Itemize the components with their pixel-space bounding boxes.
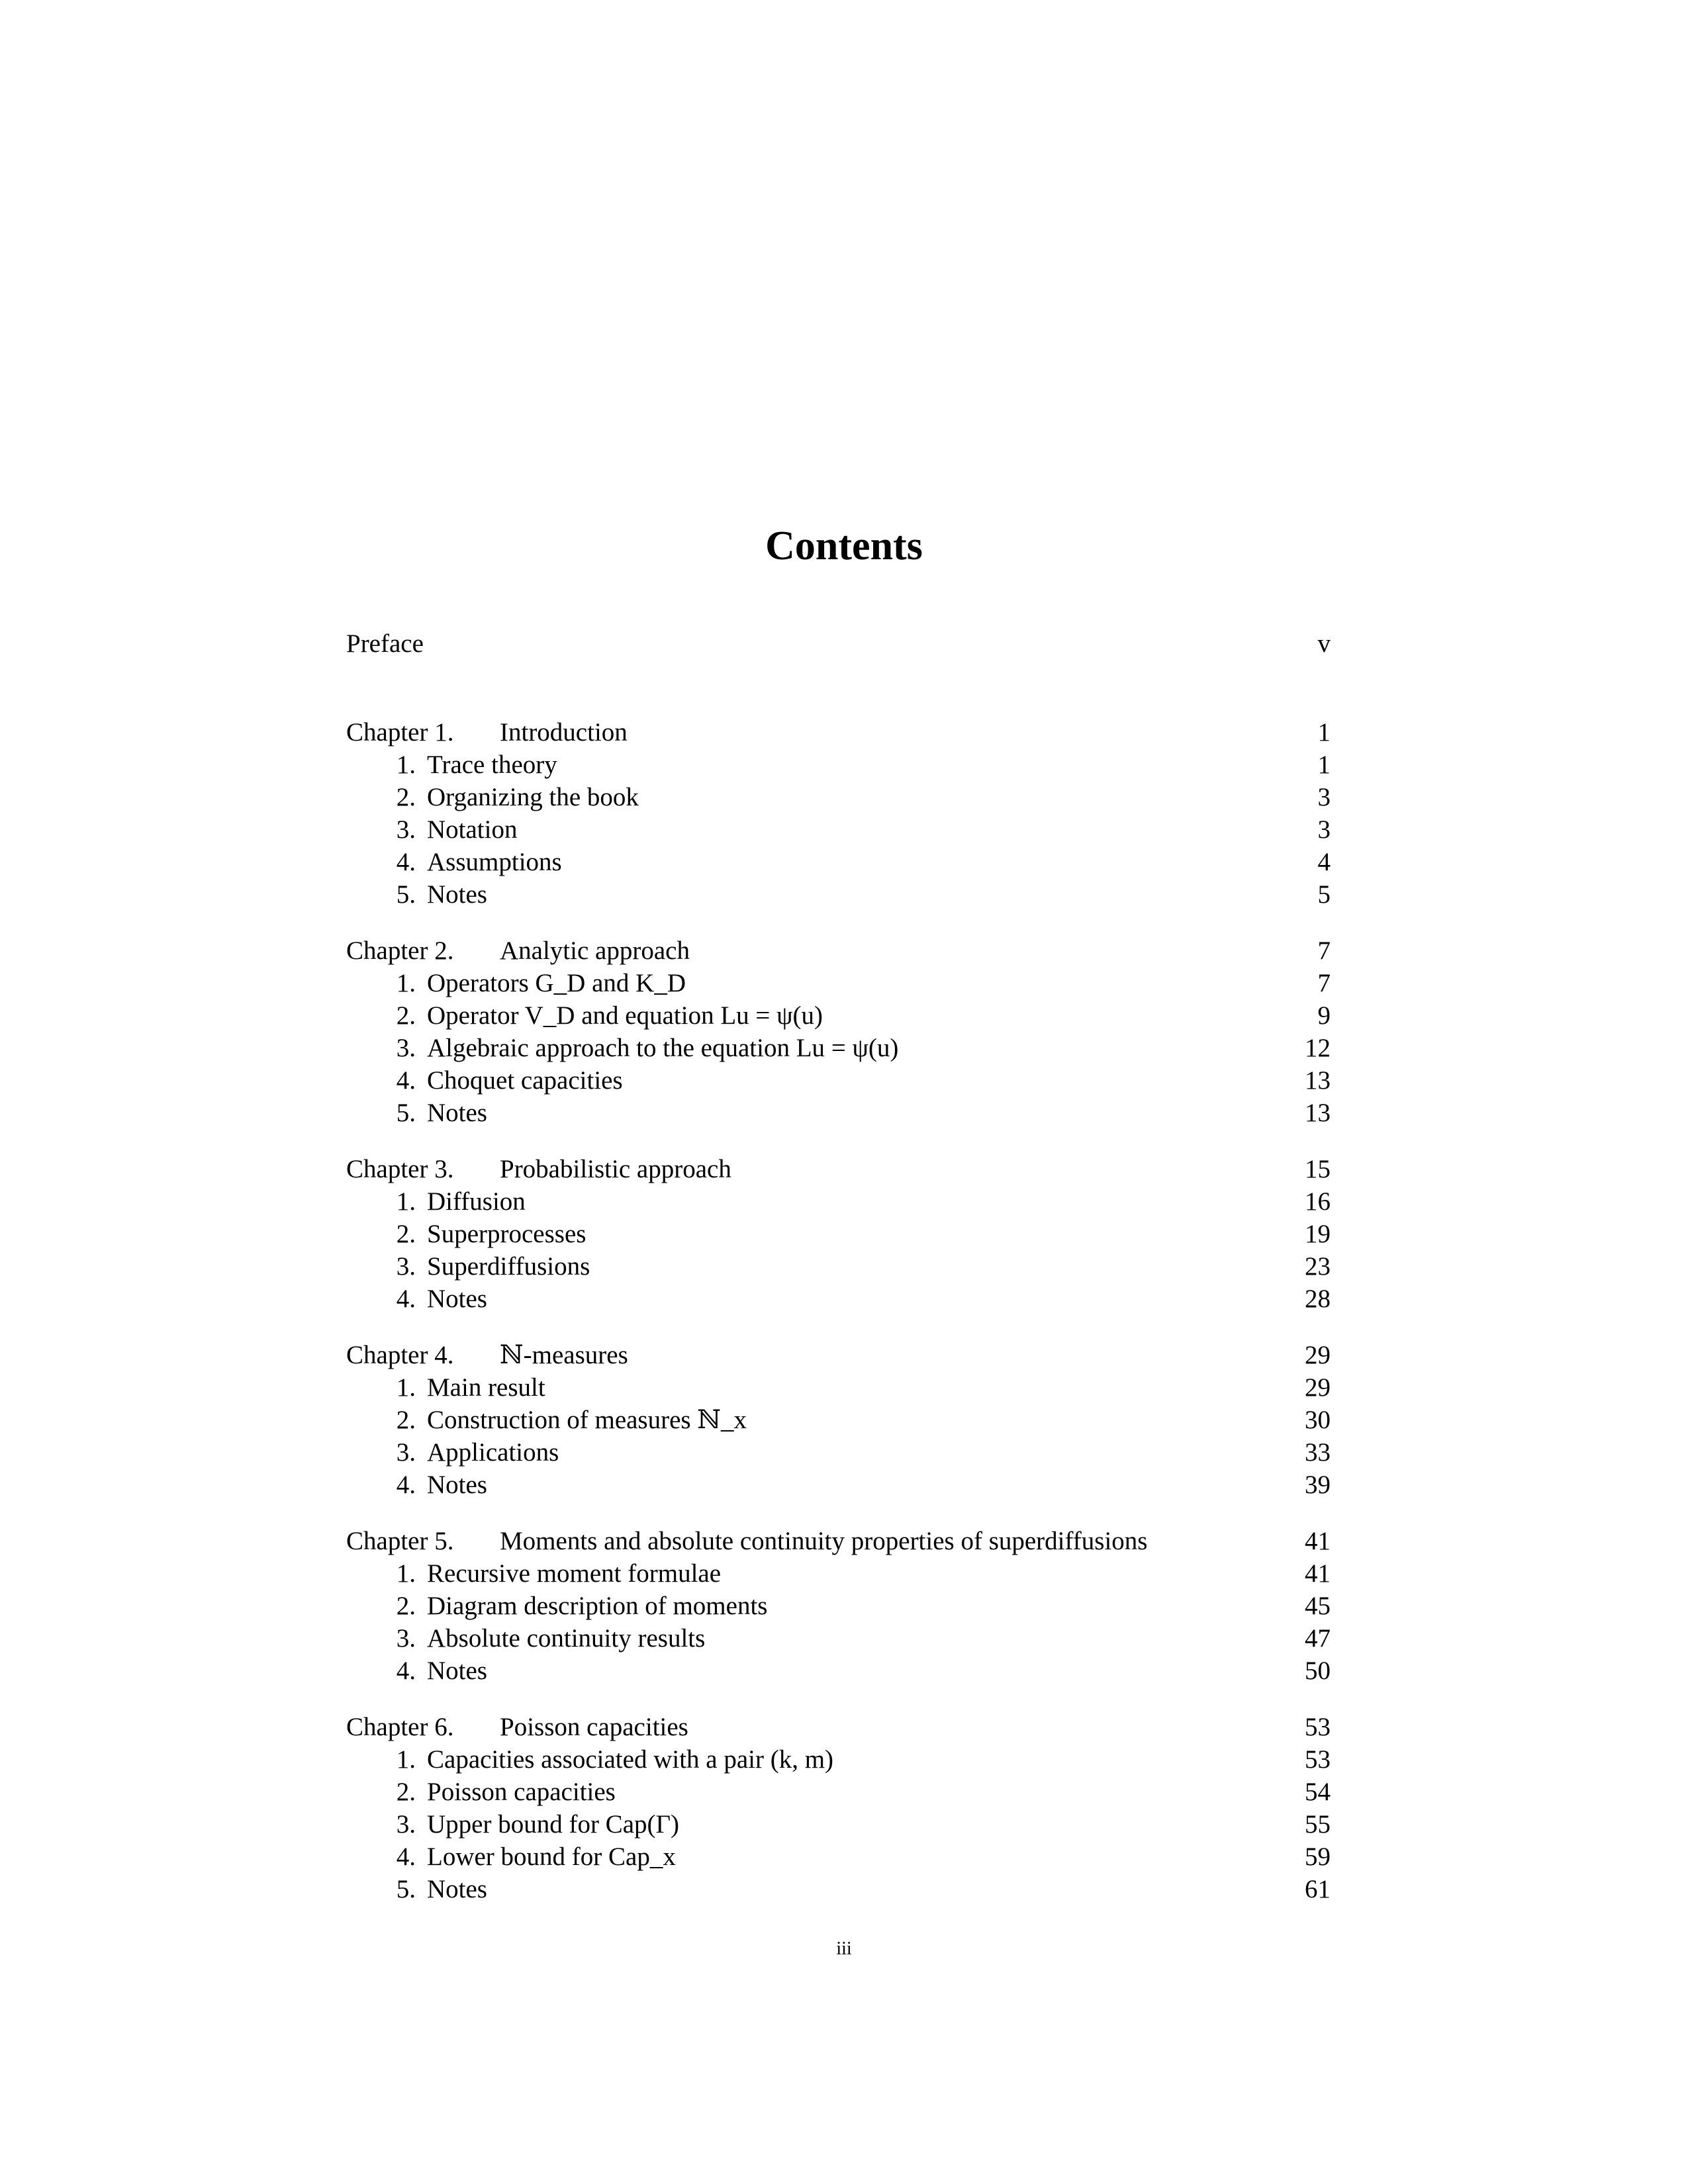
- toc-section[interactable]: [346, 1371, 1331, 1404]
- chapter-title: Analytic approach: [500, 936, 690, 965]
- section-title: Notes: [427, 1875, 487, 1903]
- toc-page-number: 47: [1305, 1624, 1331, 1653]
- toc-section[interactable]: [346, 1404, 1331, 1437]
- section-title: Trace theory: [427, 751, 557, 779]
- toc-page-number: 55: [1305, 1810, 1331, 1839]
- toc-section[interactable]: [346, 1743, 1331, 1776]
- section-number: 5.: [396, 880, 416, 909]
- toc-section[interactable]: [346, 1622, 1331, 1655]
- toc-page-number: 41: [1305, 1559, 1331, 1588]
- toc-section[interactable]: [346, 1557, 1331, 1590]
- toc-section[interactable]: [346, 878, 1331, 911]
- section-title: Diagram description of moments: [427, 1592, 768, 1620]
- toc-page-number: 1: [1317, 751, 1331, 779]
- section-number: 1.: [396, 969, 416, 997]
- chapter-number: Chapter 5.: [346, 1527, 454, 1555]
- toc-section[interactable]: [346, 1032, 1331, 1065]
- toc-page-number: 59: [1305, 1843, 1331, 1871]
- toc-section[interactable]: [346, 967, 1331, 1000]
- toc-section[interactable]: [346, 1250, 1331, 1283]
- section-number: 2.: [396, 1406, 416, 1434]
- toc-page-number: 54: [1305, 1778, 1331, 1806]
- toc-page-number: 33: [1305, 1438, 1331, 1467]
- toc-page-number: 61: [1305, 1875, 1331, 1903]
- section-title: Main result: [427, 1373, 545, 1402]
- toc-page-number: 39: [1305, 1471, 1331, 1499]
- toc-page-number: 12: [1305, 1034, 1331, 1062]
- toc-section[interactable]: [346, 846, 1331, 879]
- toc-page-number: 45: [1305, 1592, 1331, 1620]
- section-title: Lower bound for Cap_x: [427, 1843, 676, 1871]
- section-title: Diffusion: [427, 1187, 526, 1216]
- toc-page-number: 19: [1305, 1220, 1331, 1248]
- toc-section[interactable]: [346, 1283, 1331, 1316]
- section-number: 2.: [396, 783, 416, 811]
- toc-page-number: 50: [1305, 1657, 1331, 1685]
- toc-chapter-4[interactable]: [346, 1339, 1331, 1372]
- chapter-title: Poisson capacities: [500, 1713, 688, 1741]
- chapter-number: Chapter 3.: [346, 1155, 454, 1183]
- toc-page-number: 41: [1305, 1527, 1331, 1555]
- chapter-number: Chapter 2.: [346, 936, 454, 965]
- section-title: Assumptions: [427, 848, 562, 876]
- section-title: Superdiffusions: [427, 1252, 590, 1281]
- toc-preface-label: Preface: [346, 629, 424, 658]
- chapter-title: Moments and absolute continuity properties of superdiffusions: [500, 1527, 1148, 1555]
- section-number: 3.: [396, 1810, 416, 1839]
- section-title: Recursive moment formulae: [427, 1559, 722, 1588]
- section-title: Superprocesses: [427, 1220, 586, 1248]
- toc-page-number: 29: [1305, 1373, 1331, 1402]
- section-title: Notes: [427, 1285, 487, 1313]
- section-number: 2.: [396, 1592, 416, 1620]
- toc-page-number: 29: [1305, 1341, 1331, 1369]
- toc-section[interactable]: [346, 1590, 1331, 1623]
- toc-chapter-6[interactable]: [346, 1711, 1331, 1744]
- chapter-title: Probabilistic approach: [500, 1155, 731, 1183]
- toc-section[interactable]: [346, 1776, 1331, 1809]
- toc-chapter-1[interactable]: [346, 716, 1331, 749]
- chapter-title: Introduction: [500, 718, 628, 747]
- toc-section[interactable]: [346, 781, 1331, 814]
- toc-section[interactable]: [346, 999, 1331, 1032]
- section-title: Construction of measures ℕ_x: [427, 1406, 747, 1434]
- section-title: Notes: [427, 880, 487, 909]
- toc-section[interactable]: [346, 1469, 1331, 1502]
- section-number: 4.: [396, 1843, 416, 1871]
- section-number: 3.: [396, 1034, 416, 1062]
- page-title: Contents: [765, 523, 923, 569]
- page-folio: iii: [836, 1938, 852, 1959]
- section-number: 4.: [396, 1066, 416, 1095]
- section-number: 3.: [396, 1252, 416, 1281]
- section-title: Applications: [427, 1438, 559, 1467]
- section-title: Choquet capacities: [427, 1066, 623, 1095]
- toc-chapter-3[interactable]: [346, 1153, 1331, 1186]
- toc-page-number: 53: [1305, 1745, 1331, 1774]
- section-number: 2.: [396, 1778, 416, 1806]
- toc-section[interactable]: [346, 1064, 1331, 1097]
- toc-page-number: 13: [1305, 1066, 1331, 1095]
- toc-preface[interactable]: [346, 627, 1331, 660]
- toc-page-number: v: [1317, 629, 1331, 658]
- section-number: 3.: [396, 815, 416, 844]
- section-title: Algebraic approach to the equation Lu = ψ(u): [427, 1034, 899, 1062]
- toc-page-number: 9: [1317, 1001, 1331, 1030]
- section-number: 5.: [396, 1099, 416, 1127]
- toc-section[interactable]: [346, 1185, 1331, 1218]
- section-number: 4.: [396, 1285, 416, 1313]
- section-title: Poisson capacities: [427, 1778, 616, 1806]
- toc-section[interactable]: [346, 1436, 1331, 1469]
- toc-page-number: 7: [1317, 969, 1331, 997]
- toc-section[interactable]: [346, 1873, 1331, 1906]
- toc-section[interactable]: [346, 1097, 1331, 1130]
- toc-page-number: 23: [1305, 1252, 1331, 1281]
- chapter-number: Chapter 1.: [346, 718, 454, 747]
- section-title: Operators G_D and K_D: [427, 969, 686, 997]
- toc-page-number: 16: [1305, 1187, 1331, 1216]
- section-number: 3.: [396, 1438, 416, 1467]
- toc-page-number: 53: [1305, 1713, 1331, 1741]
- toc-page-number: 3: [1317, 815, 1331, 844]
- section-number: 1.: [396, 1373, 416, 1402]
- section-number: 1.: [396, 1745, 416, 1774]
- section-title: Operator V_D and equation Lu = ψ(u): [427, 1001, 823, 1030]
- toc-page-number: 7: [1317, 936, 1331, 965]
- toc-section[interactable]: [346, 1218, 1331, 1251]
- chapter-number: Chapter 4.: [346, 1341, 454, 1369]
- toc-section[interactable]: [346, 813, 1331, 846]
- section-title: Absolute continuity results: [427, 1624, 706, 1653]
- section-title: Notes: [427, 1657, 487, 1685]
- section-number: 5.: [396, 1875, 416, 1903]
- section-title: Notes: [427, 1471, 487, 1499]
- section-number: 4.: [396, 1471, 416, 1499]
- section-title: Upper bound for Cap(Γ): [427, 1810, 680, 1839]
- toc-page-number: 13: [1305, 1099, 1331, 1127]
- toc-section[interactable]: [346, 749, 1331, 782]
- section-title: Notes: [427, 1099, 487, 1127]
- toc-chapter-5[interactable]: [346, 1525, 1331, 1558]
- toc-section[interactable]: [346, 1841, 1331, 1874]
- toc-page-number: 28: [1305, 1285, 1331, 1313]
- toc-section[interactable]: [346, 1655, 1331, 1688]
- section-number: 1.: [396, 751, 416, 779]
- toc-page-number: 3: [1317, 783, 1331, 811]
- section-number: 1.: [396, 1187, 416, 1216]
- section-number: 1.: [396, 1559, 416, 1588]
- section-title: Capacities associated with a pair (k, m): [427, 1745, 834, 1774]
- section-number: 4.: [396, 848, 416, 876]
- toc-page-number: 15: [1305, 1155, 1331, 1183]
- section-title: Organizing the book: [427, 783, 639, 811]
- toc-page-number: 5: [1317, 880, 1331, 909]
- chapter-number: Chapter 6.: [346, 1713, 454, 1741]
- toc-page-number: 30: [1305, 1406, 1331, 1434]
- chapter-title: ℕ-measures: [500, 1341, 628, 1369]
- section-title: Notation: [427, 815, 518, 844]
- table-of-contents: [346, 0, 1331, 2184]
- toc-page-number: 4: [1317, 848, 1331, 876]
- toc-section[interactable]: [346, 1808, 1331, 1841]
- section-number: 4.: [396, 1657, 416, 1685]
- toc-chapter-2[interactable]: [346, 934, 1331, 968]
- section-number: 2.: [396, 1001, 416, 1030]
- section-number: 3.: [396, 1624, 416, 1653]
- section-number: 2.: [396, 1220, 416, 1248]
- toc-page-number: 1: [1317, 718, 1331, 747]
